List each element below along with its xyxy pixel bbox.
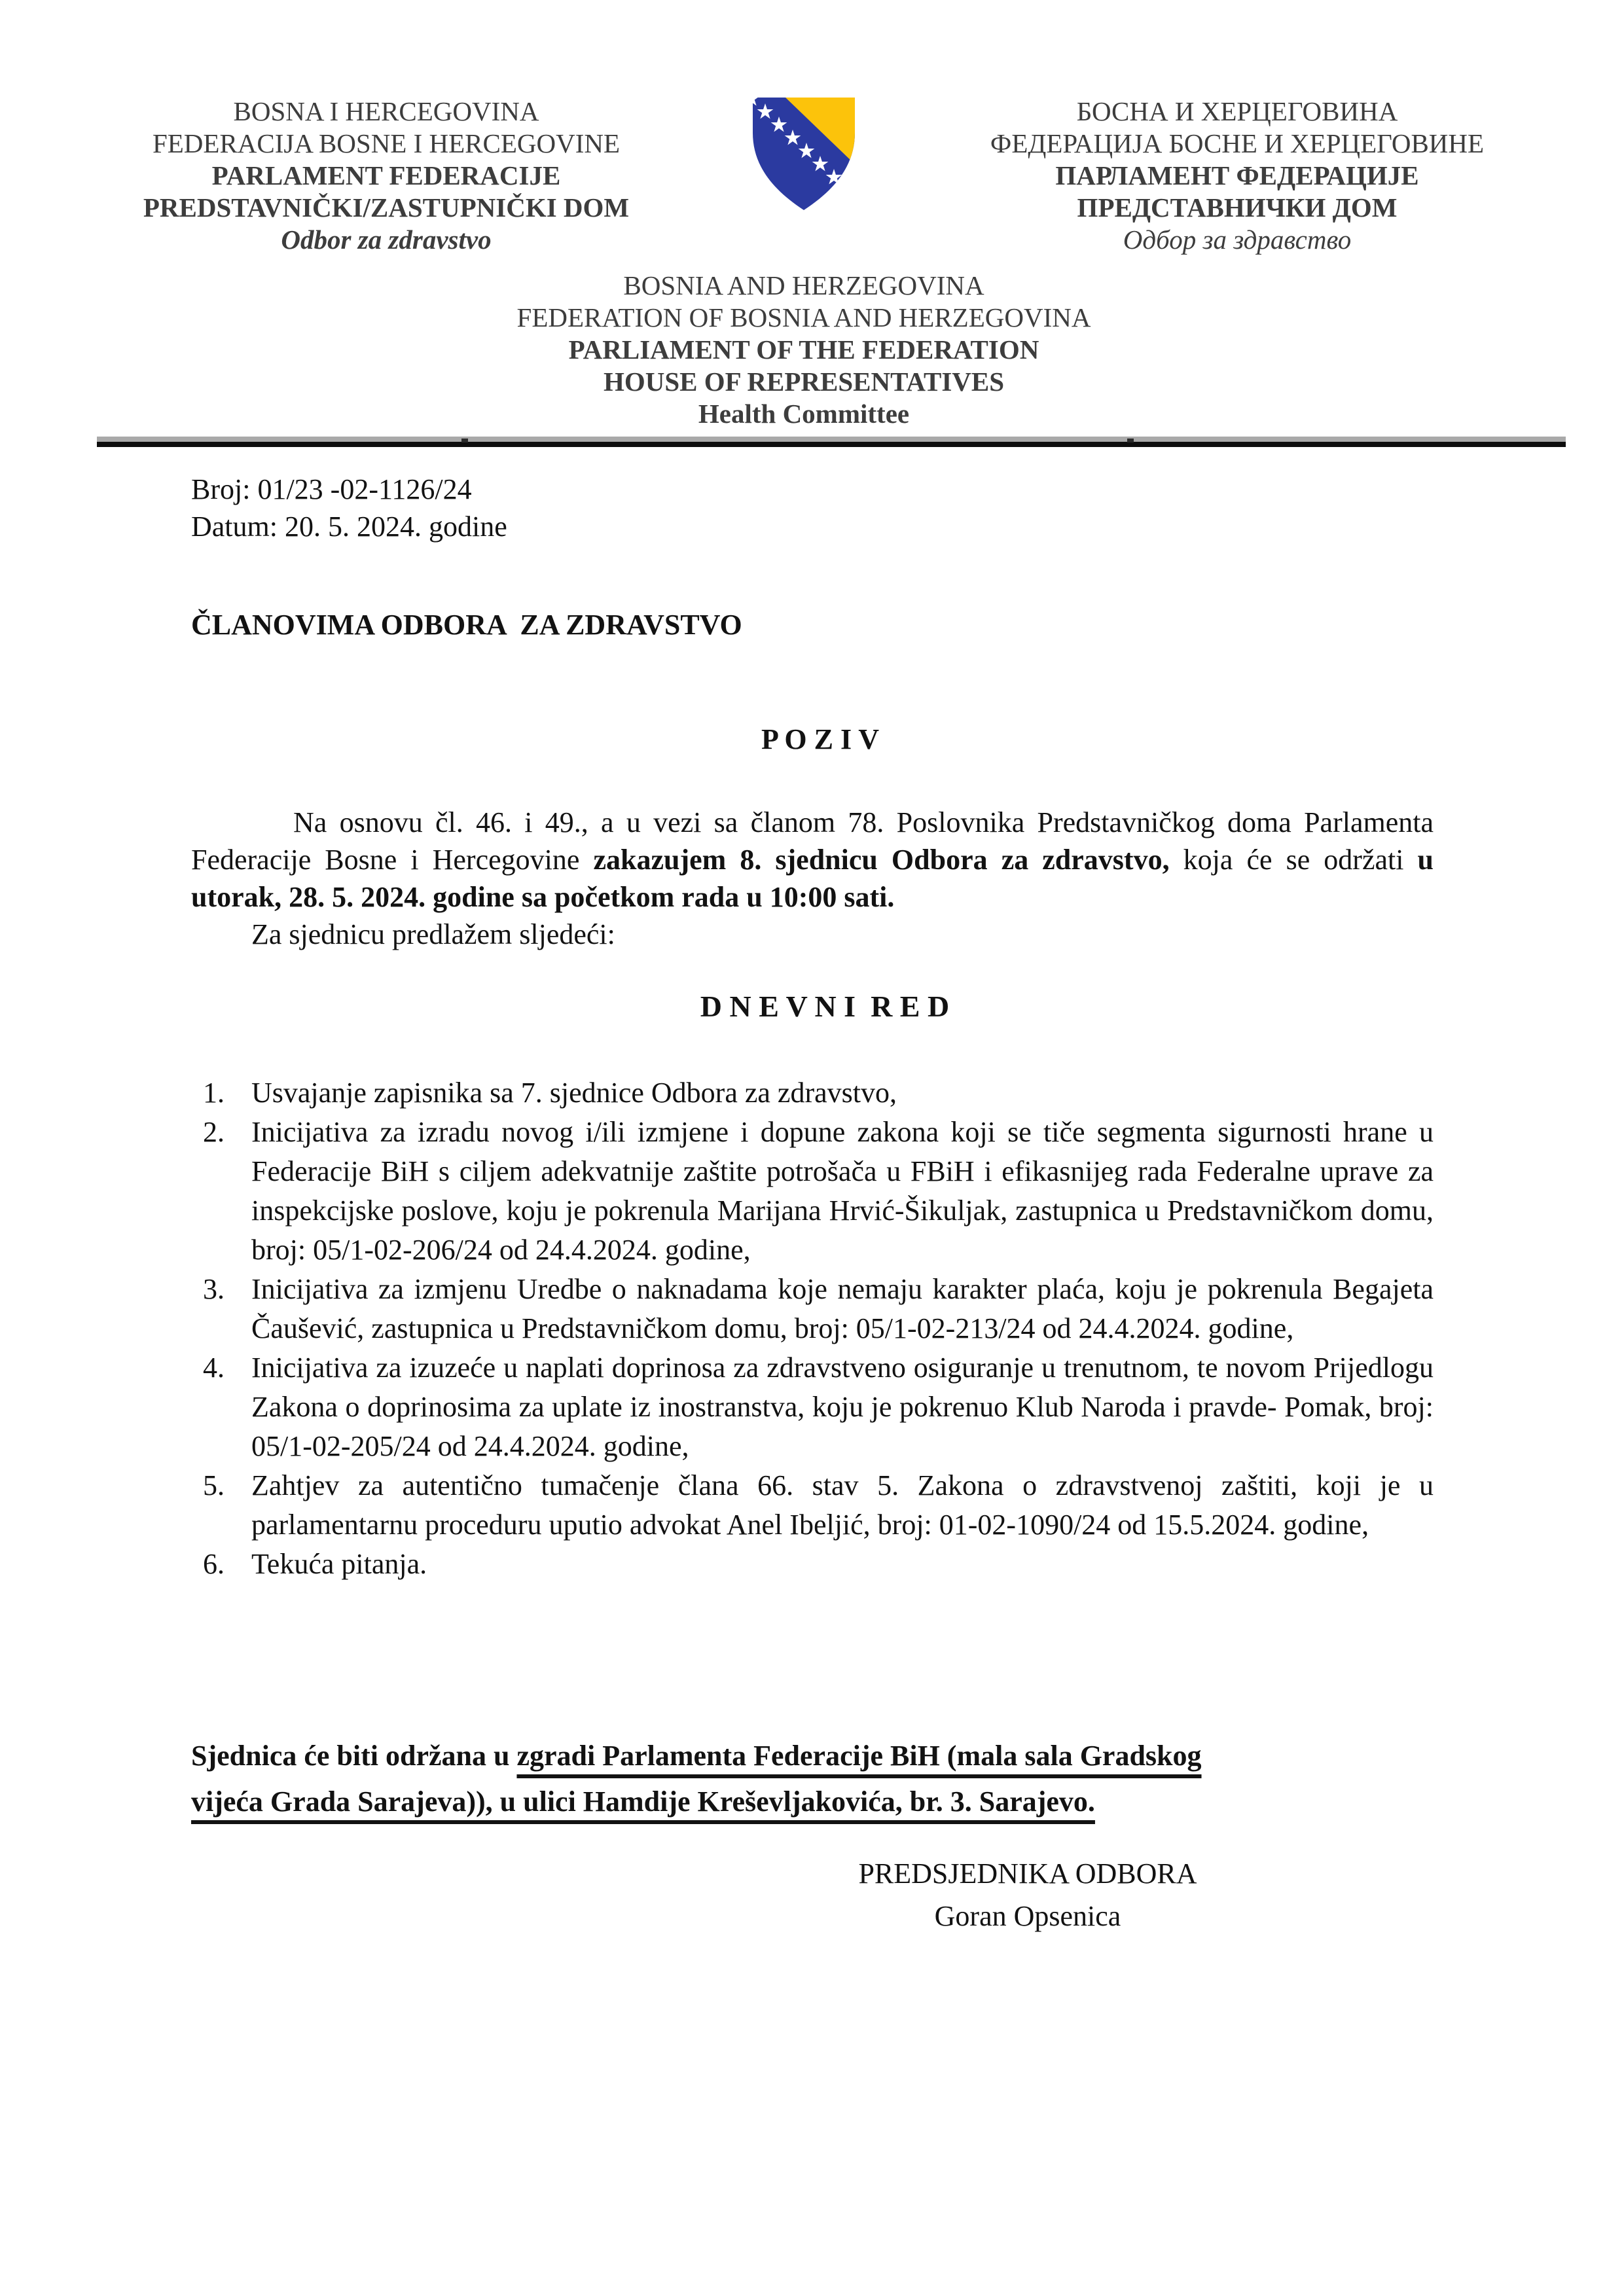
agenda-item	[191, 1545, 1434, 1584]
agenda-item-number: 4.	[203, 1352, 225, 1384]
agenda-item-number: 3.	[203, 1273, 225, 1305]
letterhead-english-line1: BOSNIA AND HERZEGOVINA	[623, 270, 984, 300]
letterhead-right-line2: ФЕДЕРАЦИЈА БОСНЕ И ХЕРЦЕГОВИНЕ	[990, 128, 1485, 158]
session-location	[191, 1733, 1448, 1825]
letterhead-english-line4: HOUSE OF REPRESENTATIVES	[603, 367, 1005, 397]
agenda-item-text: Zahtjev za autentično tumačenje člana 66. stav 5. Zakona o zdravstvenoj zaštiti, koji je u parlamentarnu proceduru uputio advokat Anel Ibeljić, broj: 01-02-1090/24 od 15.5.2024. godine,	[251, 1469, 1434, 1541]
intro-paragraph	[191, 804, 1434, 916]
letterhead-cyrillic	[910, 96, 1564, 256]
propose-line: Za sjednicu predlažem sljedeći:	[251, 918, 615, 950]
agenda-item-text: Inicijativa za izradu novog i/ili izmjene i dopune zakona koji se tiče segmenta sigurnosti hrane u Federacije BiH s ciljem adekvatnije zaštite potrošača u FBiH i efikasnijeg rada Federalne uprave za inspekcijske poslove, koju je pokrenula Marijana Hrvić-Šikuljak, zastupnica u Predstavničkom domu, broj: 05/1-02-206/24 od 24.4.2024. godine,	[251, 1116, 1434, 1266]
document-title: P O Z I V	[761, 723, 880, 755]
agenda-item-number: 6.	[203, 1548, 225, 1580]
agenda-item-text: Inicijativa za izmjenu Uredbe o naknadama koje nemaju karakter plaća, koju je pokrenula Begajeta Čaušević, zastupnica u Predstavničkom domu, broj: 05/1-02-213/24 od 24.4.2024. godine,	[251, 1273, 1434, 1344]
document-number: Broj: 01/23 -02-1126/24	[191, 473, 472, 505]
agenda-item-number: 2.	[203, 1116, 225, 1148]
letterhead-english-line3: PARLIAMENT OF THE FEDERATION	[568, 334, 1039, 365]
letterhead-right-line5: Одбор за здравство	[1123, 224, 1352, 255]
agenda-item	[191, 1348, 1434, 1466]
letterhead-left-line5: Odbor za zdravstvo	[281, 224, 492, 255]
intro-text-bold-2: u utorak, 28. 5. 2024. godine sa početkom rada u 10:00 sati.	[191, 844, 1434, 913]
intro-text-2: koja će se održati	[1169, 844, 1418, 876]
letterhead-left-line4: PREDSTAVNIČKI/ZASTUPNIČKI DOM	[143, 192, 630, 223]
agenda-item	[191, 1073, 1434, 1113]
letterhead-english	[0, 270, 1608, 430]
location-underlined-line2: vijeća Grada Sarajeva)), u ulici Hamdije Kreševljakovića, br. 3. Sarajevo.	[191, 1785, 1095, 1818]
agenda-item	[191, 1466, 1434, 1545]
agenda-item-number: 1.	[203, 1077, 225, 1109]
letterhead-left-line3: PARLAMENT FEDERACIJE	[211, 160, 561, 190]
letterhead-right-line4: ПРЕДСТАВНИЧКИ ДОМ	[1077, 192, 1398, 223]
document-date: Datum: 20. 5. 2024. godine	[191, 511, 507, 543]
rule-scan-tick-left	[461, 439, 468, 442]
location-lead: Sjednica će biti održana u	[191, 1740, 517, 1772]
agenda-item	[191, 1113, 1434, 1270]
agenda-title: D N E V N I R E D	[700, 990, 950, 1023]
letterhead-bosnian	[98, 96, 674, 256]
letterhead-english-line5: Health Committee	[698, 399, 910, 429]
rule-scan-tick-right	[1127, 439, 1134, 442]
header-rule	[97, 437, 1566, 447]
intro-text-1: Na osnovu čl. 46. i 49., a u vezi sa članom 78. Poslovnika Predstavničkog doma Parlamenta Federacije Bosne i Hercegovine	[191, 806, 1434, 876]
agenda-item-text: Inicijativa za izuzeće u naplati doprinosa za zdravstveno osiguranje u trenutnom, te novom Prijedlogu Zakona o doprinosima za uplate iz inostranstva, koju je pokrenuo Klub Naroda i pravde- Pomak, broj: 05/1-02-205/24 od 24.4.2024. godine,	[251, 1352, 1434, 1462]
letterhead-right-line3: ПАРЛАМЕНТ ФЕДЕРАЦИЈЕ	[1055, 160, 1419, 190]
signature-block	[733, 1852, 1322, 1937]
letterhead-right-line1: БОСНА И ХЕРЦЕГОВИНА	[1076, 96, 1398, 126]
coat-of-arms-icon	[745, 95, 863, 217]
agenda-item-text: Usvajanje zapisnika sa 7. sjednice Odbora za zdravstvo,	[251, 1077, 897, 1109]
letterhead-left-line1: BOSNA I HERCEGOVINA	[233, 96, 539, 126]
intro-text-bold-1: zakazujem 8. sjednicu Odbora za zdravstvo,	[593, 844, 1170, 876]
agenda-item	[191, 1270, 1434, 1348]
location-underlined-line1: zgradi Parlamenta Federacije BiH (mala sala Gradskog	[516, 1740, 1202, 1772]
agenda-item-number: 5.	[203, 1469, 225, 1501]
coat-of-arms-svg	[745, 95, 863, 217]
recipient-line: ČLANOVIMA ODBORA ZA ZDRAVSTVO	[191, 609, 742, 641]
document-meta	[191, 471, 507, 545]
agenda-list	[191, 1073, 1434, 1584]
letterhead-left-line2: FEDERACIJA BOSNE I HERCEGOVINE	[152, 128, 621, 158]
signature-name: Goran Opsenica	[934, 1900, 1121, 1932]
letterhead-english-line2: FEDERATION OF BOSNIA AND HERZEGOVINA	[516, 302, 1091, 332]
signature-role: PREDSJEDNIKA ODBORA	[858, 1857, 1197, 1890]
agenda-item-text: Tekuća pitanja.	[251, 1548, 427, 1580]
intro-block	[191, 804, 1434, 953]
